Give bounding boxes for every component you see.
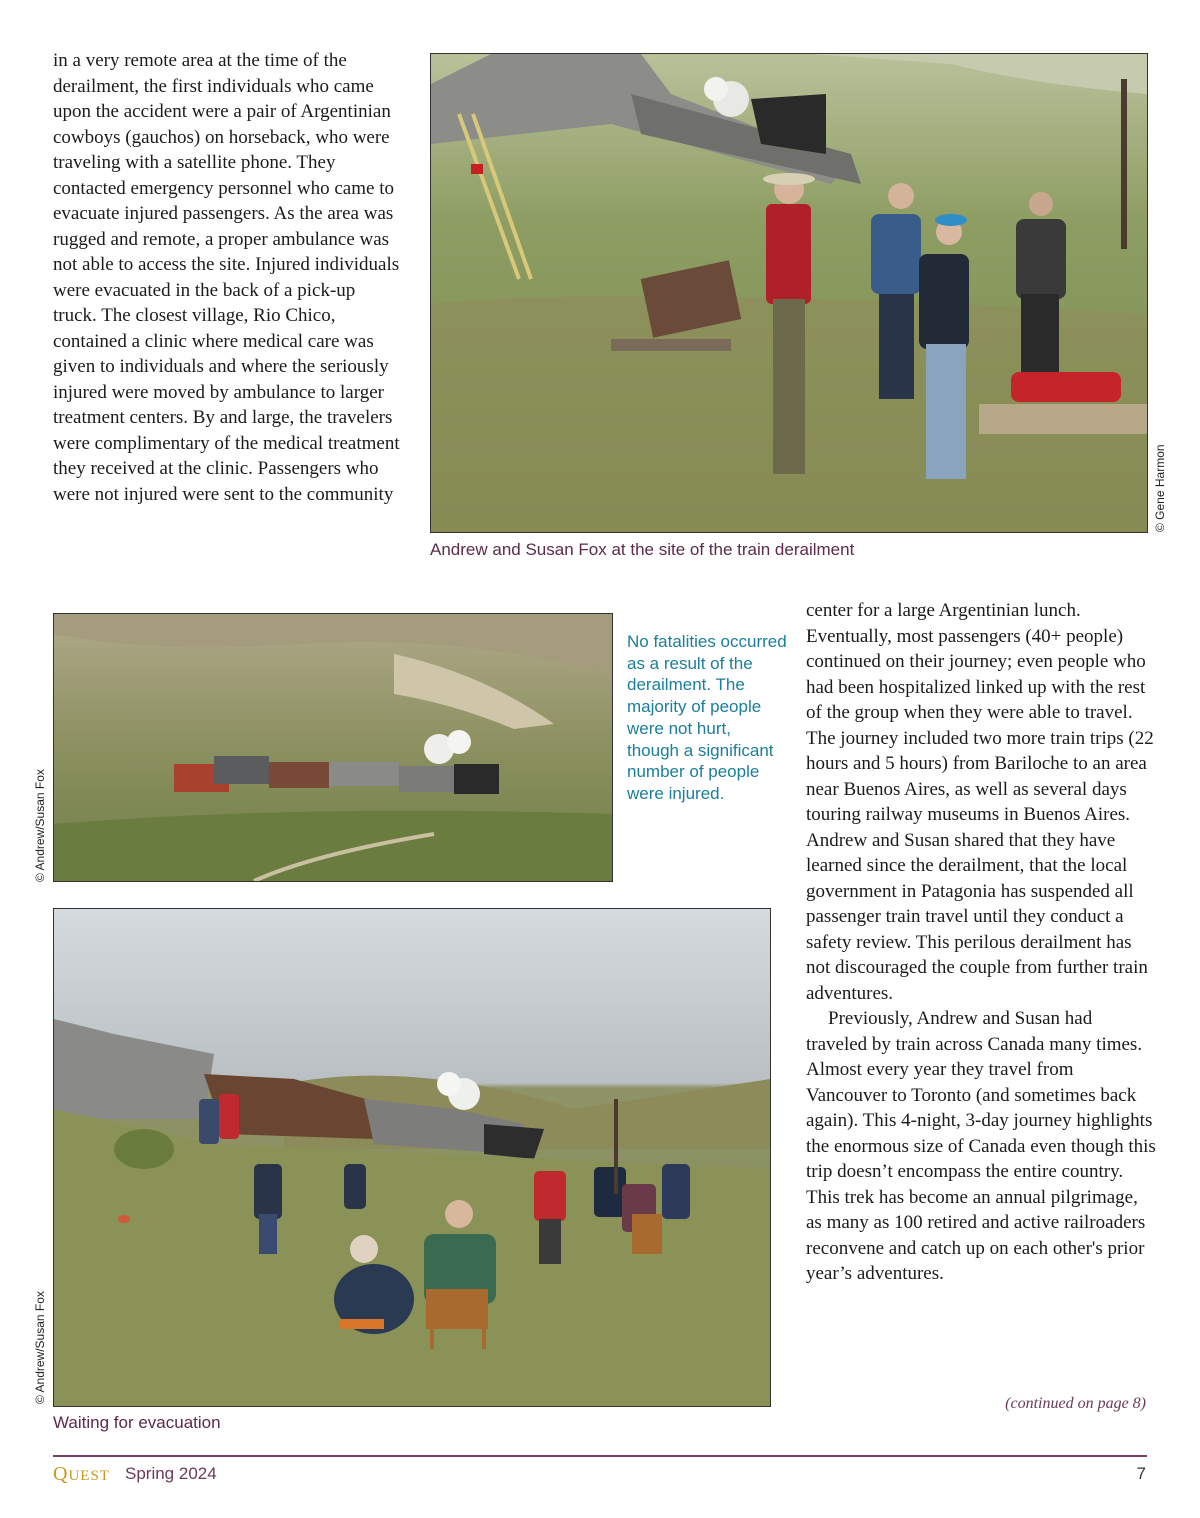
body-paragraph: in a very remote area at the time of the derailment, the first individuals who came upon the accident were a pair of Argentinian cowboys (gauchos) on horseback, who were traveling with a satellite phone. They contacted emergency personnel who came to evacuate injured passengers. As the area was rugged and remote, a proper ambulance was not able to access the site. Injured individuals were evacuated in the back of a pick-up truck. The closest village, Rio Chico, contained a clinic where medical care was given to individuals and where the seriously injured were moved by ambulance to larger treatment centers. By and large, the travelers were complimentary of the medical treatment they received at the clinic. Passengers who were not injured were sent to the community xyxy=(53,50,400,505)
photo-caption: Waiting for evacuation xyxy=(53,1413,221,1432)
photo-waiting-for-evacuation xyxy=(53,908,771,1407)
brand-rest: UEST xyxy=(68,1468,110,1484)
body-column-left xyxy=(53,48,403,507)
brand-initial: Q xyxy=(53,1463,69,1485)
continued-note: (continued on page 8) xyxy=(1005,1395,1146,1412)
photo-derailed-train-valley xyxy=(53,613,613,882)
photo-derailment-site xyxy=(430,53,1148,533)
footer-divider xyxy=(53,1455,1147,1457)
publication-name xyxy=(53,1463,110,1486)
body-paragraph: Previously, Andrew and Susan had traveled by train across Canada many times. Almost every year they travel from Vancouver to Toronto (and sometimes back again). This 4-night, 3-day journey highlights the enormous size of Canada even though this trip doesn’t encompass the entire country. This trek has become an annual pilgrimage, as many as 100 retired and active railroaders reconvene and catch up on each other's prior year’s adventures. xyxy=(806,1008,1156,1284)
pull-quote: No fatalities occurred as a result of the derailment. The majority of people were not hurt, though a significant number of people were injured. xyxy=(627,632,787,803)
body-column-right xyxy=(806,598,1156,1287)
page-number: 7 xyxy=(1136,1464,1146,1483)
issue-label: Spring 2024 xyxy=(125,1464,217,1483)
photo-credit: © Andrew/Susan Fox xyxy=(33,769,47,882)
photo-credit: © Gene Harmon xyxy=(1153,444,1167,532)
photo-caption: Andrew and Susan Fox at the site of the train derailment xyxy=(430,540,855,559)
body-paragraph: center for a large Argentinian lunch. Eventually, most passengers (40+ people) continued on their journey; even people who had been hospitalized linked up with the rest of the group when they were able to travel. The journey included two more train trips (22 hours and 5 hours) from Bariloche to an area near Buenos Aires, as well as several days touring railway museums in Buenos Aires. Andrew and Susan shared that they have learned since the derailment, that the local government in Patagonia has suspended all passenger train travel until they conduct a safety review. This perilous derailment has not discouraged the couple from further train adventures. xyxy=(806,600,1154,1004)
photo-credit: © Andrew/Susan Fox xyxy=(33,1291,47,1404)
